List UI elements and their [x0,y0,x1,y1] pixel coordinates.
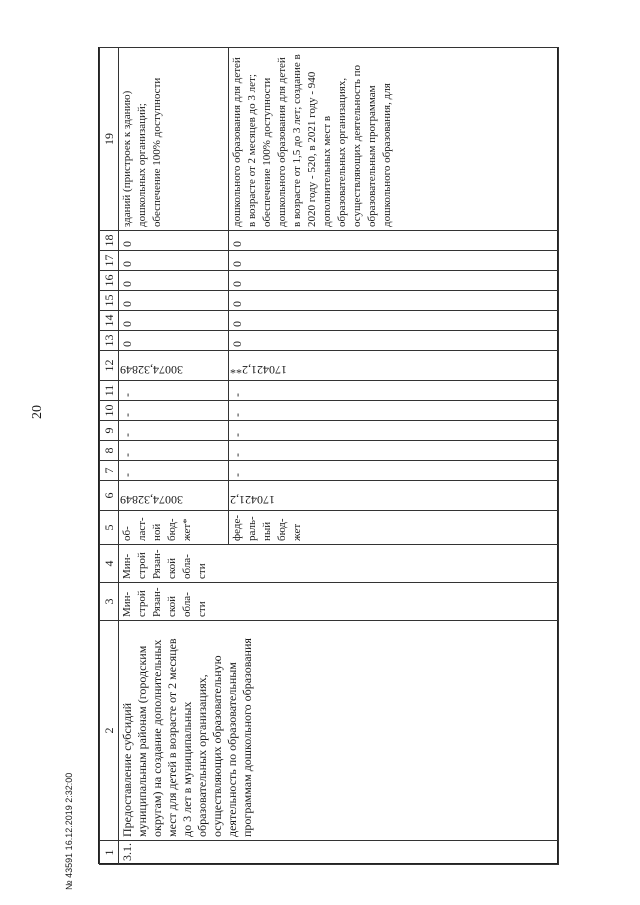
row-executor: Мин-строй Рязан-ской обла-сти [119,583,559,621]
col-header: 12 [100,351,119,381]
col-header: 9 [100,421,119,441]
cell-c16: 0 [119,271,229,291]
col-header: 8 [100,441,119,461]
col-header: 2 [100,621,119,841]
result-text: зданий (пристроек к зданию) дошкольных организаций; обеспечение 100% доступности [119,48,229,231]
col-header: 15 [100,291,119,311]
col-header: 11 [100,381,119,401]
cell-c10: - [229,401,559,421]
col-header: 5 [100,511,119,545]
row-number: 3.1. [119,841,559,865]
result-text: дошкольного образования для детей в возрасте от 2 месяцев до 3 лет; обеспечение 100% доступности дошкольного образования для детей в возрасте от 1,5 до 3 лет; создание в 2020 году - 520, в 2021 году - 940 дополнительных мест в образовательных организациях, осуществляющих деятельность по образовательным программам дошкольного образования, для [229,48,559,231]
col-header: 6 [100,481,119,511]
cell-c9: - [229,421,559,441]
col-header: 7 [100,461,119,481]
page-number: 20 [30,405,45,419]
footer-stamp: № 43591 16.12.2019 2:32:00 [64,772,74,890]
cell-c14: 0 [119,311,229,331]
col-header: 3 [100,583,119,621]
col-header: 19 [100,48,119,231]
cell-c17: 0 [119,251,229,271]
col-header: 13 [100,331,119,351]
cell-c10: - [119,401,229,421]
col-header: 14 [100,311,119,331]
cell-total: 30074,32849 [119,481,229,511]
row-description: Предоставление субсидий муниципальным районам (городским округам) на создание дополнительных мест для детей в возрасте от 2 месяцев до 3 лет в муниципальных образовательных организациях, осуществляющих образовательную деятельность по образовательным программам дошкольного образования [119,621,559,841]
cell-c15: 0 [229,291,559,311]
row-participant: Мин-строй Рязан-ской обла-сти [119,545,559,583]
col-header: 16 [100,271,119,291]
cell-c7: - [229,461,559,481]
cell-c12: 170421,2** [229,351,559,381]
cell-c14: 0 [229,311,559,331]
col-header: 17 [100,251,119,271]
col-header: 10 [100,401,119,421]
cell-c15: 0 [119,291,229,311]
cell-c13: 0 [229,331,559,351]
cell-c11: - [229,381,559,401]
cell-c17: 0 [229,251,559,271]
table-row [119,48,229,865]
header-row [100,48,119,865]
cell-c12: 30074,32849 [119,351,229,381]
cell-c18: 0 [229,231,559,251]
cell-c16: 0 [229,271,559,291]
cell-c8: - [119,441,229,461]
funding-source: об-ласт-ной бюд-жет* [119,511,229,545]
cell-c7: - [119,461,229,481]
cell-c11: - [119,381,229,401]
cell-c18: 0 [119,231,229,251]
funding-source: феде-раль-ный бюд-жет [229,511,559,545]
program-table [98,47,558,864]
cell-total: 170421,2 [229,481,559,511]
col-header: 1 [100,841,119,865]
cell-c9: - [119,421,229,441]
cell-c13: 0 [119,331,229,351]
col-header: 4 [100,545,119,583]
cell-c8: - [229,441,559,461]
col-header: 18 [100,231,119,251]
